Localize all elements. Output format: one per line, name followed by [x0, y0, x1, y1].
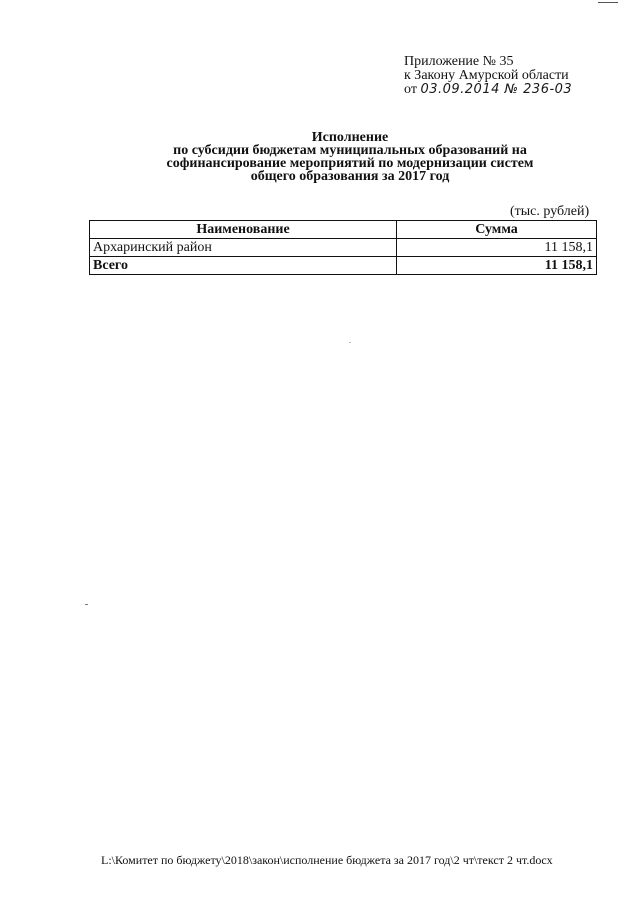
- column-header-amount: Сумма: [397, 221, 597, 239]
- appendix-number: Приложение № 35: [404, 54, 514, 69]
- budget-table: [89, 220, 597, 275]
- document-title: [90, 131, 610, 183]
- title-line-2: по субсидии бюджетам муниципальных образований на: [173, 143, 527, 158]
- title-line-1: Исполнение: [311, 130, 389, 145]
- table-header-row: [90, 221, 597, 239]
- title-line-4: общего образования за 2017 год: [250, 169, 450, 184]
- appendix-law-reference: к Закону Амурской области: [404, 68, 569, 83]
- table-total-row: [90, 257, 597, 275]
- units-label: (тыс. рублей): [510, 204, 590, 219]
- handwritten-date-number: 03.09.2014 № 236-03: [420, 82, 573, 97]
- table-row: [90, 239, 597, 257]
- total-label: Всего: [90, 257, 397, 275]
- column-header-name: Наименование: [90, 221, 397, 239]
- footer-file-path: L:\Комитет по бюджету\2018\закон\исполнение бюджета за 2017 год\2 чт\текст 2 чт.docx: [101, 853, 553, 867]
- row-amount: 11 158,1: [397, 239, 597, 257]
- scan-speck: [85, 604, 88, 605]
- appendix-date-line: [404, 83, 572, 97]
- total-amount: 11 158,1: [397, 257, 597, 275]
- appendix-header: [404, 55, 572, 97]
- title-line-3: софинансирование мероприятий по модернизации систем: [166, 156, 534, 171]
- scan-corner-mark: [598, 2, 618, 3]
- appendix-date-prefix: от: [404, 82, 417, 97]
- row-name: Архаринский район: [90, 239, 397, 257]
- scan-speck: [349, 342, 351, 343]
